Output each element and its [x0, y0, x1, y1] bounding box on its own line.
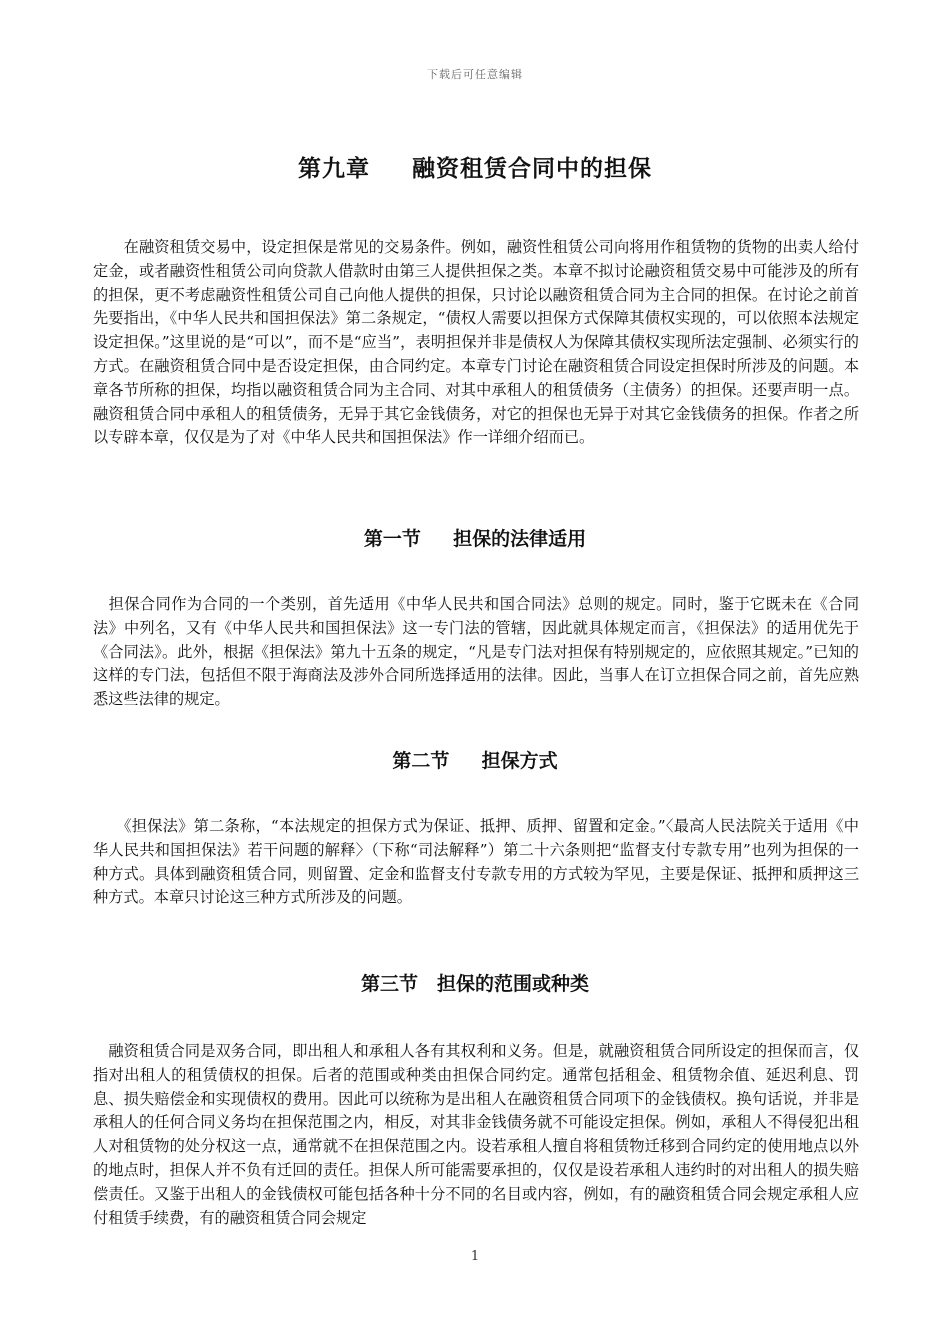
section-2-paragraph: 《担保法》第二条称，“本法规定的担保方式为保证、抵押、质押、留置和定金。”〈最高人民法院关于适用《中华人民共和国担保法》若干问题的解释〉（下称“司法解释”）第二十六条则把“监督支付专款专用”也列为担保的一种方式。具体到融资租赁合同，则留置、定金和监督支付专款专用的方式较为罕见，主要是保证、抵押和质押这三种方式。本章只讨论这三种方式所涉及的问题。 [93, 817, 859, 907]
section-1-title: 第一节 担保的法律适用 [363, 528, 587, 550]
section-1-paragraph: 担保合同作为合同的一个类别，首先适用《中华人民共和国合同法》总则的规定。同时，鉴于它既未在《合同法》中列名，又有《中华人民共和国担保法》这一专门法的管辖，因此就具体规定而言，《担保法》的适用优先于《合同法》。此外，根据《担保法》第九十五条的规定，“凡是专门法对担保有特别规定的，应依照其规定。”已知的这样的专门法，包括但不限于海商法及涉外合同所选择适用的法律。因此，当事人在订立担保合同之前，首先应熟悉这些法律的规定。 [93, 595, 859, 709]
page-number: 1 [470, 1249, 480, 1264]
section-2-title: 第二节 担保方式 [392, 750, 558, 772]
section-3-title: 第三节 担保的范围或种类 [360, 973, 589, 995]
chapter-title: 第九章 融资租赁合同中的担保 [297, 156, 652, 182]
intro-paragraph: 在融资租赁交易中，设定担保是常见的交易条件。例如，融资性租赁公司向将用作租赁物的货物的出卖人给付定金，或者融资性租赁公司向贷款人借款时由第三人提供担保之类。本章不拟讨论融资租赁交易中可能涉及的所有的担保，更不考虑融资性租赁公司自己向他人提供的担保，只讨论以融资租赁合同为主合同的担保。在讨论之前首先要指出，《中华人民共和国担保法》第二条规定，“债权人需要以担保方式保障其债权实现的，可以依照本法规定设定担保。”这里说的是“可以”，而不是“应当”，表明担保并非是债权人为保障其债权实现所法定强制、必须实行的方式。在融资租赁合同中是否设定担保，由合同约定。本章专门讨论在融资租赁合同设定担保时所涉及的问题。本章各节所称的担保，均指以融资租赁合同为主合同、对其中承租人的租赁债务（主债务）的担保。还要声明一点。融资租赁合同中承租人的租赁债务，无异于其它金钱债务，对它的担保也无异于对其它金钱债务的担保。作者之所以专辟本章，仅仅是为了对《中华人民共和国担保法》作一详细介绍而已。 [93, 238, 859, 447]
section-3-paragraph: 融资租赁合同是双务合同，即出租人和承租人各有其权利和义务。但是，就融资租赁合同所设定的担保而言，仅指对出租人的租赁债权的担保。后者的范围或种类由担保合同约定。通常包括租金、租赁物余值、延迟利息、罚息、损失赔偿金和实现债权的费用。因此可以统称为是出租人在融资租赁合同项下的金钱债权。换句话说，并非是承租人的任何合同义务均在担保范围之内，相反，对其非金钱债务就不可能设定担保。例如，承租人不得侵犯出租人对租赁物的处分权这一点，通常就不在担保范围之内。设若承租人擅自将租赁物迁移到合同约定的使用地点以外的地点时，担保人并不负有迁回的责任。担保人所可能需要承担的，仅仅是设若承租人违约时的对出租人的损失赔偿责任。又鉴于出租人的金钱债权可能包括各种十分不同的名目或内容，例如，有的融资租赁合同会规定承租人应付租赁手续费，有的融资租赁合同会规定 [93, 1042, 859, 1227]
header-note: 下载后可任意编辑 [427, 68, 523, 81]
